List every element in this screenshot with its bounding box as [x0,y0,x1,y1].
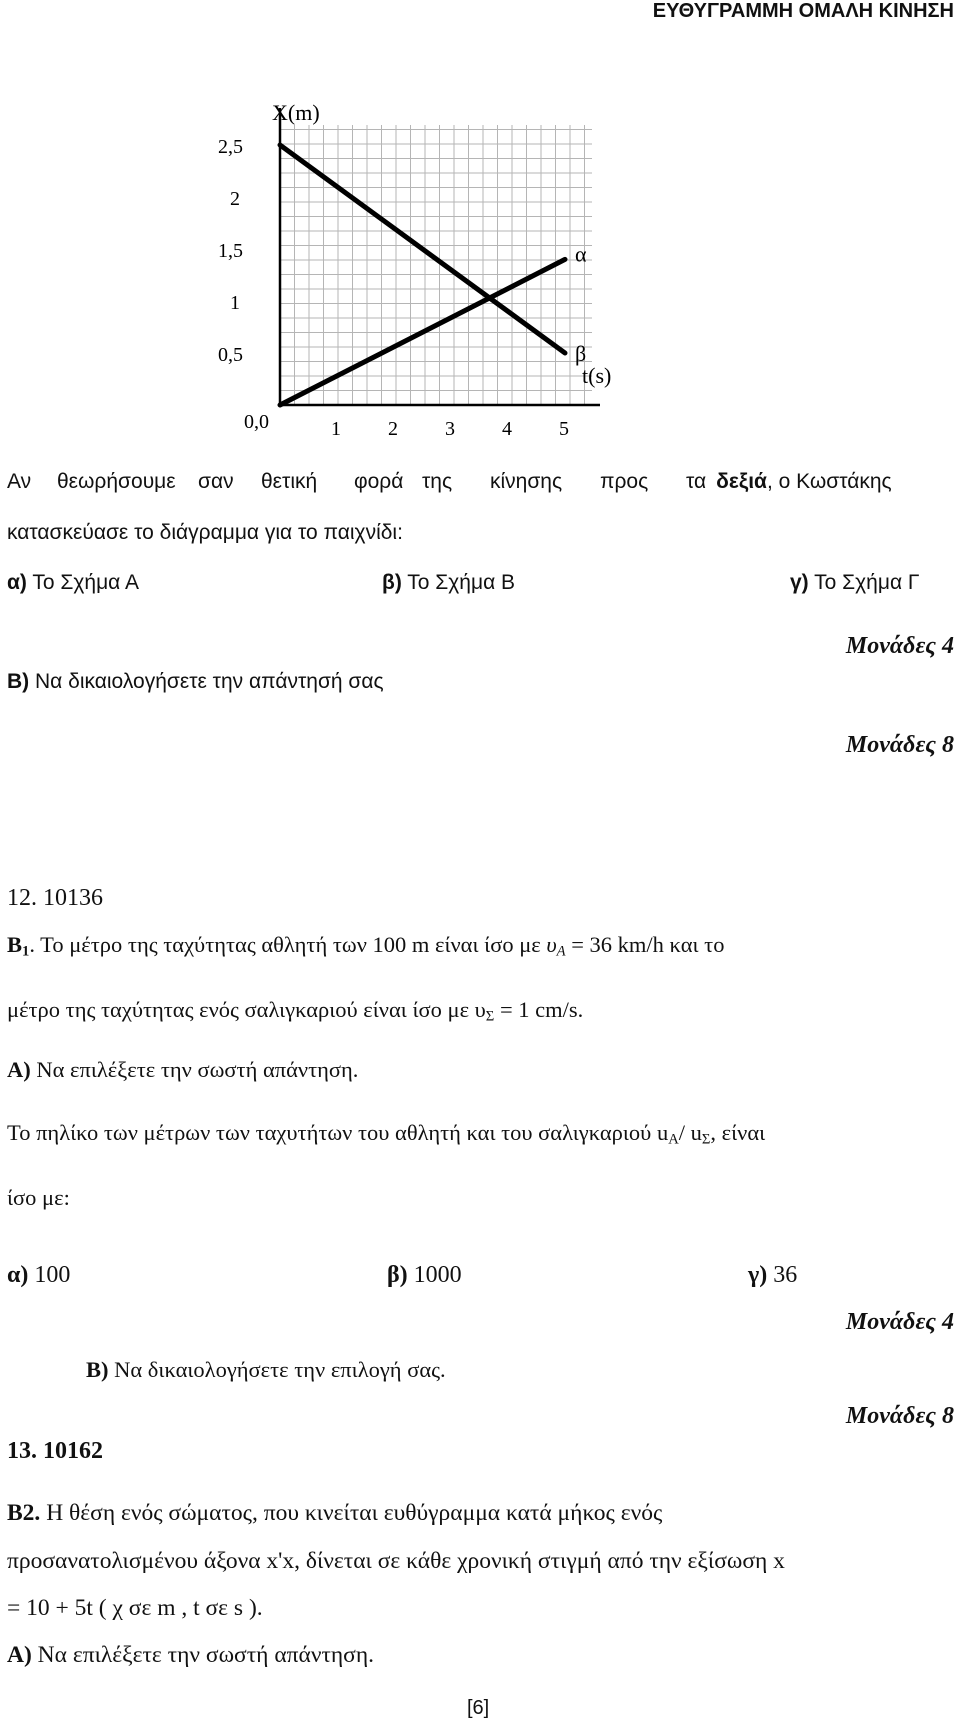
q11-part-b: Β) Να δικαιολογήσετε την απάντησή σας [7,670,384,693]
origin-label: 0,0 [244,411,269,433]
q11-word: της [422,470,453,493]
q12-number: 12. 10136 [7,885,103,911]
q11-word: σαν [198,470,234,493]
q12-ratio-line2: ίσο με: [7,1185,70,1210]
q12-option-a: α) 100 [7,1262,71,1288]
x-axis-label: t(s) [582,363,612,388]
q11-line1-part [57,470,176,494]
q12-part-a: Α) Να επιλέξετε την σωστή απάντηση. [7,1057,359,1082]
q11-word: προς [600,470,649,493]
q12-part-b: Β) Να δικαιολογήσετε την επιλογή σας. [86,1357,446,1382]
x-tick-label: 4 [502,418,512,440]
q13-b2-line2: προσανατολισμένου άξονα x'x, δίνεται σε κάθε χρονική στιγμή από την εξίσωση x [7,1548,785,1574]
q11-word: κίνησης [490,470,563,493]
q11-word: θεωρήσουμε [57,470,176,493]
y-axis-label: X(m) [272,100,320,125]
q11-line1-part [261,470,317,494]
q11-word: φορά [354,470,404,493]
q13-number: 13. 10162 [7,1438,103,1464]
q11-option-b: β) Το Σχήμα Β [382,571,516,594]
page-header-title: ΕΥΘΥΓΡΑΜΜΗ ΟΜΑΛΗ ΚΙΝΗΣΗ [652,0,954,22]
q13-b2-line1: Β2. Η θέση ενός σώματος, που κινείται ευθύγραμμα κατά μήκος ενός [7,1500,663,1526]
q11-option-a: α) Το Σχήμα Α [7,571,140,594]
y-tick-label: 2 [230,188,240,210]
q12-option-c: γ) 36 [748,1262,798,1288]
series-label-beta: β [575,341,587,366]
q12-option-b: β) 1000 [387,1262,462,1288]
y-tick-label: 1 [230,292,240,314]
q11-word: τα [686,470,707,493]
series-label-alpha: α [575,241,587,267]
q11-line1-part [600,470,648,494]
q11-emphasis-right: δεξιά [716,470,767,493]
y-tick-label: 0,5 [218,344,243,366]
position-time-chart [210,100,630,440]
q11-line1-part [490,470,562,494]
q13-b2-line3: = 10 + 5t ( χ σε m , t σε s ). [7,1595,263,1621]
q11-word: Αν [7,470,32,493]
q11-line1-part [686,470,892,494]
chart-grid [280,125,592,405]
series-line-beta [280,145,565,353]
page-number: [6] [467,1697,490,1719]
x-tick-label: 2 [388,418,398,440]
q11-line1-part [422,470,452,494]
q12-marks-b: Μονάδες 8 [845,1403,954,1429]
q11-word: , ο Κωστάκης [766,470,892,493]
q11-line1-part [198,470,234,494]
y-tick-label: 2,5 [218,136,243,158]
q11-word: θετική [261,470,318,493]
q12-b1-line1: $B_1$. Το μέτρο της ταχύτητας αθλητή των 100 m είναι ίσο με $\upsilon_A = 36$ km/h και το [7,932,725,960]
q11-line2: κατασκεύασε το διάγραμμα για το παιχνίδι: [7,521,403,544]
q11-line1-part [354,470,403,494]
q13-part-a: Α) Να επιλέξετε την σωστή απάντηση. [7,1642,375,1668]
x-tick-label: 1 [331,418,341,440]
q11-line1 [7,470,31,494]
q12-b1-line2: μέτρο της ταχύτητας ενός σαλιγκαριού είναι ίσο με $\upsilon_\Sigma = 1$ cm/s. [7,997,584,1025]
y-tick-label: 1,5 [218,240,243,262]
chart-tick-labels [218,136,569,440]
x-tick-label: 5 [559,418,569,440]
q11-marks-a: Μονάδες 4 [845,633,954,659]
x-tick-label: 3 [445,418,455,440]
q12-marks-a: Μονάδες 4 [845,1309,954,1335]
q11-option-c: γ) Το Σχήμα Γ [790,571,920,594]
q11-marks-b: Μονάδες 8 [845,732,954,758]
q12-ratio-line1: Το πηλίκο των μέτρων των ταχυτήτων του αθλητή και του σαλιγκαριού $u_A/$ $u_\Sigma$, είναι [7,1120,766,1148]
